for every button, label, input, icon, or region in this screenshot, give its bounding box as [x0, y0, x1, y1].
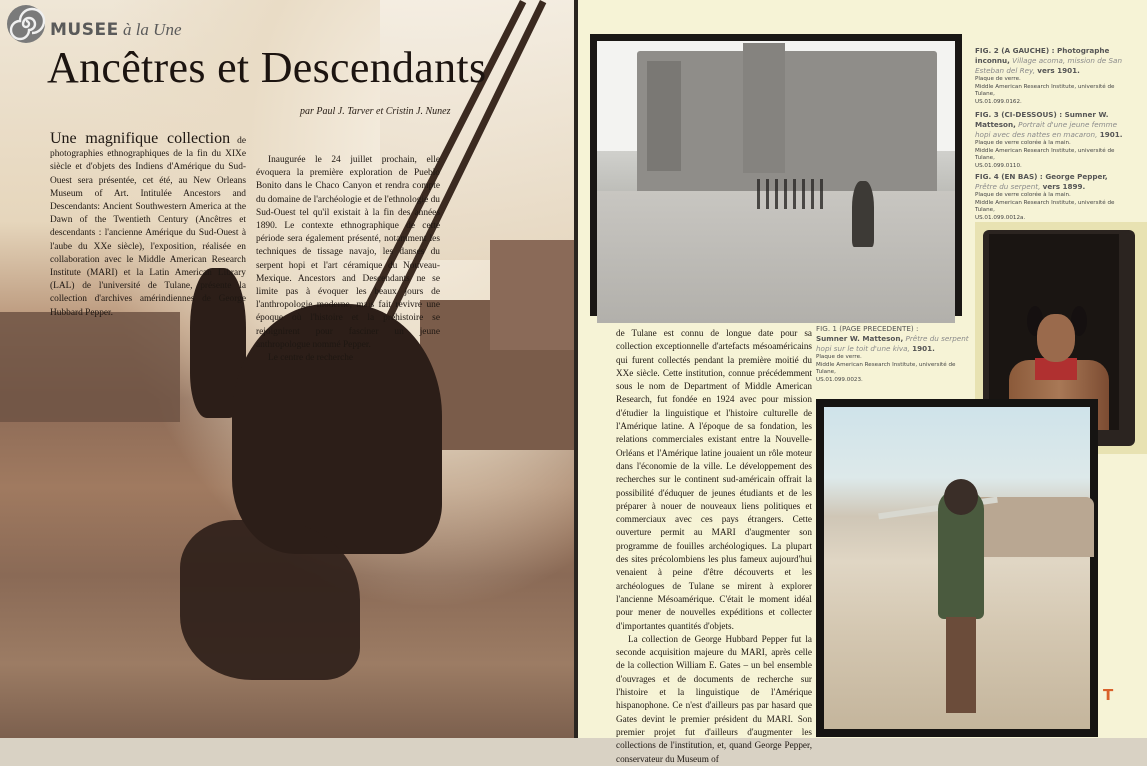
- caption-fig4: [975, 172, 1125, 222]
- magazine-name: MUSEE: [50, 20, 119, 40]
- caption-date: 1901.: [912, 344, 935, 353]
- caption-ref: US.01.099.0012a.: [975, 214, 1026, 221]
- caption-owner: Middle American Research Institute, université de Tulane,: [975, 83, 1115, 97]
- caption-label: FIG. 3 (CI-DESSOUS) : Sumner W. Matteson,: [975, 110, 1109, 129]
- caption-title: Prêtre du serpent hopi sur le toit d'une kiva,: [816, 334, 969, 353]
- caption-fig2: [975, 46, 1125, 106]
- caption-owner: Middle American Research Institute, université de Tulane,: [975, 147, 1115, 161]
- caption-medium: Plaque de verre.: [816, 354, 862, 360]
- caption-ref: US.01.099.0110.: [975, 162, 1022, 169]
- left-page: [0, 0, 574, 738]
- paragraph: de photographies ethnographiques de la fin du XIXe siècle et d'objets des Indiens d'Amérique du Sud-Ouest sera présentée, cet été, au New Orleans Museum of Art. Intitulée Ancestors and Descendants: Ancient Southwestern America at the Dawn of the Twentieth Century (Ancêtres et descendants : l'ancienne Amérique du Sud-Ouest à l'aube du XXe siècle), l'exposition, réalisée en collaboration avec le Middle American Research Institute (MARI) et la Latin American Library (LAL) de l'université de Tulane, présente la collection d'archives amérindiennes de George Hubbard Pepper.: [50, 136, 247, 318]
- caption-date: vers 1899.: [1042, 182, 1086, 191]
- kneeling-legs-silhouette: [180, 520, 360, 680]
- caption-fig1: [816, 324, 976, 384]
- caption-medium: Plaque de verre.: [975, 76, 1021, 82]
- text-column-2: [256, 154, 440, 365]
- paragraph: de Tulane est connu de longue date pour sa collection exceptionnelle d'artefacts mésoaméricains qui furent collectés pendant la première moitié du XXe siècle. Cette institution, connue précédemment sous le nom de Department of Middle American Research, fut fondée en 1924 avec pour mission d'étudier la linguistique et l'histoire culturelle de l'Amérique latine. A l'époque de sa fondation, les relations commerciales existant entre la Nouvelle-Orléans et l'Amérique latine jouaient un rôle moteur dans l'économie de la ville. Le développement des recherches sur le continent sud-américain offrait la possibilité d'éduquer de jeunes étudiants et de les préparer à nouer de nouveaux liens politiques et commerciaux avec ces pays étrangers. Cette ouverture permit au MARI d'augmenter son programme de fouilles archéologiques. La plupart des sites précolombiens les plus fameux aujourd'hui venaient à peine d'être découverts et les archéologues de Tulane se mirent à explorer l'ancienne Mésoamérique. C'était le moment idéal pour mener de nouvelles expéditions et collecter d'importantes quantités d'objets.: [616, 328, 812, 631]
- caption-title: Prêtre du serpent,: [975, 182, 1041, 191]
- section-name: à la Une: [122, 20, 182, 39]
- adobe-wall-left: [0, 312, 180, 422]
- paragraph: Le centre de recherche: [268, 353, 354, 364]
- section-kicker: [50, 20, 182, 40]
- caption-label: FIG. 1 (PAGE PRECEDENTE) :: [816, 324, 919, 333]
- adobe-house: [490, 240, 574, 350]
- paragraph: La collection de George Hubbard Pepper fut la seconde acquisition majeure du MARI, après celle de la collection William E. Gates – un bel ensemble d'ouvrages et de documents de recherche sur l'histoire et la linguistique de l'Amérique hispanophone. Ce n'est d'ailleurs pas par hasard que Gates devint le premier président du MARI. Son premier projet fut d'ailleurs d'augmenter les collections de l'institution, et, quand George Pepper, conservateur du Museum of: [616, 633, 812, 764]
- caption-date: 1901.: [1099, 130, 1123, 139]
- byline: par Paul J. Tarver et Cristin J. Nunez: [300, 106, 451, 117]
- lead-in: Une magnifique collection: [50, 130, 231, 147]
- caption-label: FIG. 4 (EN BAS) : George Pepper,: [975, 172, 1108, 181]
- photo-acoma-village: [590, 34, 962, 316]
- article-title: Ancêtres et Descendants: [47, 43, 487, 92]
- text-column-3: [616, 327, 812, 766]
- caption-ref: US.01.099.0023.: [816, 376, 863, 383]
- caption-owner: Middle American Research Institute, université de Tulane,: [975, 199, 1115, 213]
- right-page: [578, 0, 1147, 764]
- paragraph: Inaugurée le 24 juillet prochain, elle évoquera la première exploration de Pueblo Bonito dans le Chaco Canyon et rendra compte du domaine de l'archéologie et de l'ethnologie du Sud-Ouest tel qu'il existait à la fin des années 1890. Le contexte ethnographique de cette période sera également présenté, notamment les techniques de tissage navajo, les danses du serpent hopi et l'art céramique du Nouveau-Mexique. Ancestors and Descendants ne se limite pas à évoquer les beaux jours de l'anthropologie moderne, mais fait revivre une époque où l'histoire et la préhistoire se rejoignirent pour fasciner un jeune anthropologue nommé Pepper.: [256, 155, 440, 350]
- caption-title: Portrait d'une jeune femme hopi avec des nattes en macaron,: [975, 120, 1118, 139]
- caption-fig3: [975, 110, 1125, 170]
- end-mark: T: [1103, 686, 1114, 704]
- caption-date: vers 1901.: [1037, 66, 1080, 75]
- photo-snake-priest: [816, 399, 1098, 737]
- text-column-1: [50, 132, 246, 320]
- caption-owner: Middle American Research Institute, université de Tulane,: [816, 361, 956, 375]
- caption-medium: Plaque de verre colorée à la main.: [975, 192, 1071, 198]
- spiral-logo-icon: [6, 4, 46, 44]
- caption-ref: US.01.099.0162.: [975, 98, 1022, 105]
- caption-title: Village acoma, mission de San Esteban del Rey,: [975, 56, 1122, 75]
- caption-label: FIG. 2 (A GAUCHE) : Photographe inconnu,: [975, 46, 1110, 65]
- caption-label-2: Sumner W. Matteson,: [816, 334, 904, 343]
- caption-medium: Plaque de verre colorée à la main.: [975, 140, 1071, 146]
